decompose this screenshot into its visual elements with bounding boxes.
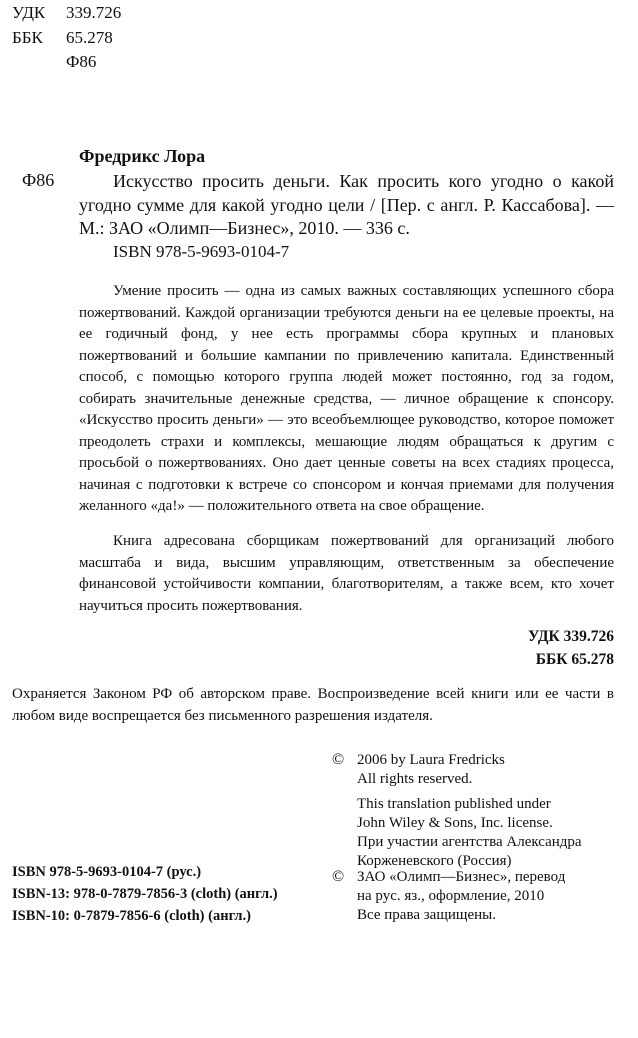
license-line: John Wiley & Sons, Inc. license.: [357, 815, 553, 831]
copyright-line: на рус. яз., оформление, 2010: [357, 888, 545, 904]
record-mark: Ф86: [22, 170, 55, 190]
author-mark: Ф86: [66, 52, 97, 71]
bbk-label: ББК: [12, 28, 43, 47]
license-line: При участии агентства Александра: [357, 834, 582, 850]
record-isbn: ISBN 978-5-9693-0104-7: [113, 242, 290, 261]
copyright-line: All rights reserved.: [357, 771, 473, 787]
author-name: Фредрикс Лора: [79, 146, 206, 166]
copyright-line: Все права защищены.: [357, 907, 496, 923]
udk-label: УДК: [12, 3, 46, 22]
copyright-line: 2006 by Laura Fredricks: [357, 752, 505, 768]
isbn-10: ISBN-10: 0-7879-7856-6 (cloth) (англ.): [12, 908, 252, 924]
license-line: This translation published under: [357, 796, 551, 812]
bbk-code: ББК 65.278: [535, 651, 614, 668]
isbn-13: ISBN-13: 978-0-7879-7856-3 (cloth) (англ.): [12, 886, 278, 902]
record-description: Искусство просить деньги. Как просить кого угодно о какой угодно сумме для какой угодно цели / [Пер. с англ. Р. Кассабова]. — М.: ЗАО «Олимп—Бизнес», 2010. — 336 с.: [79, 171, 614, 238]
udk-code: УДК 339.726: [528, 628, 614, 645]
copyright-symbol: ©: [332, 868, 345, 885]
bbk-value: 65.278: [66, 28, 113, 47]
udk-value: 339.726: [66, 3, 122, 22]
isbn-russian: ISBN 978-5-9693-0104-7 (рус.): [12, 864, 202, 880]
copyright-line: ЗАО «Олимп—Бизнес», перевод: [357, 869, 566, 885]
copyright-symbol: ©: [332, 751, 345, 768]
annotation-paragraph: Умение просить — одна из самых важных составляющих успешного сбора пожертвований. Каждой организации требуются деньги на ее целевые проекты, на ее годичный фонд, у нее есть программы сбора крупных и плановых пожертвований и большие кампании по привлечению капитала. Единственный способ, с помощью которого группа людей может постоянно, год за годом, собирать значительные денежные средства, — личное обращение к спонсору. «Искусство просить деньги» — это всеобъемлющее руководство, которое поможет преодолеть страхи и комплексы, мешающие людям обращаться к другим с просьбой о пожертвованиях. Оно дает ценные советы на всех стадиях процесса, начиная с подготовки к встрече со спонсором и кончая приемами для получения желанного «да!» — положительного ответа на свое обращение.: [79, 283, 614, 514]
annotation-paragraph: Книга адресована сборщикам пожертвований для организаций любого масштаба и вида, высшим управляющим, ответственным за обеспечение финансовой устойчивости компании, благотворителям, а также всем, кто хочет научиться просить пожертвования.: [79, 533, 614, 614]
license-line: Корженевского (Россия): [357, 853, 512, 869]
copyright-notice: Охраняется Законом РФ об авторском праве. Воспроизведение всей книги или ее части в любом виде воспрещается без письменного разрешения издателя.: [12, 686, 614, 724]
